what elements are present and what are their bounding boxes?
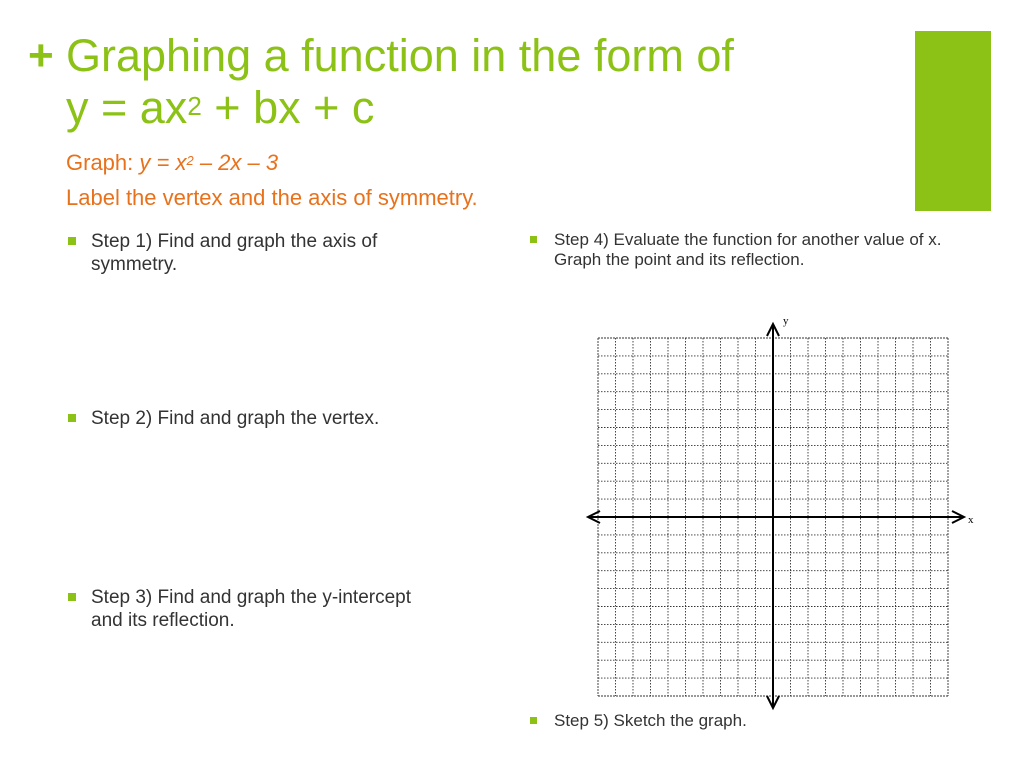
graph-equation bbox=[139, 150, 278, 175]
list-item-step-5 bbox=[530, 711, 960, 731]
graph-equation-prefix: y = x bbox=[139, 150, 187, 175]
title-line-2 bbox=[66, 82, 734, 134]
title-formula-exponent: 2 bbox=[187, 91, 202, 121]
step-1-text: Step 1) Find and graph the axis of symmetry. bbox=[91, 231, 378, 275]
bullet-square-icon bbox=[68, 593, 76, 601]
list-item-step-4 bbox=[530, 230, 960, 270]
y-axis-label: y bbox=[783, 315, 789, 327]
step-2-text: Step 2) Find and graph the vertex. bbox=[91, 408, 380, 429]
step-4-text: Step 4) Evaluate the function for another value of x. Graph the point and its reflection. bbox=[554, 230, 942, 269]
coordinate-grid bbox=[578, 310, 978, 712]
accent-bar bbox=[915, 31, 991, 211]
bullet-square-icon bbox=[530, 236, 537, 243]
bullet-square-icon bbox=[68, 237, 76, 245]
title-formula-suffix: + bx + c bbox=[201, 82, 375, 133]
label-instruction: Label the vertex and the axis of symmetry. bbox=[66, 185, 478, 210]
list-item-step-1 bbox=[68, 230, 458, 276]
axes bbox=[588, 324, 964, 708]
bullet-square-icon bbox=[68, 414, 76, 422]
step-5-text: Step 5) Sketch the graph. bbox=[554, 711, 747, 730]
graph-label: Graph: bbox=[66, 150, 134, 175]
title-formula-prefix: y = ax bbox=[66, 82, 188, 133]
step-3-text: Step 3) Find and graph the y-intercept and its reflection. bbox=[91, 587, 412, 631]
graph-equation-exponent: 2 bbox=[186, 153, 194, 168]
bullet-square-icon bbox=[530, 717, 537, 724]
slide-title bbox=[66, 30, 734, 134]
graph-equation-suffix: – 2x – 3 bbox=[193, 150, 279, 175]
graph-instruction bbox=[66, 150, 278, 176]
list-item-step-2 bbox=[68, 407, 418, 430]
title-line-1: Graphing a function in the form of bbox=[66, 30, 734, 81]
list-item-step-3 bbox=[68, 586, 438, 632]
plus-icon: + bbox=[28, 31, 54, 80]
x-axis-label: x bbox=[968, 514, 974, 526]
